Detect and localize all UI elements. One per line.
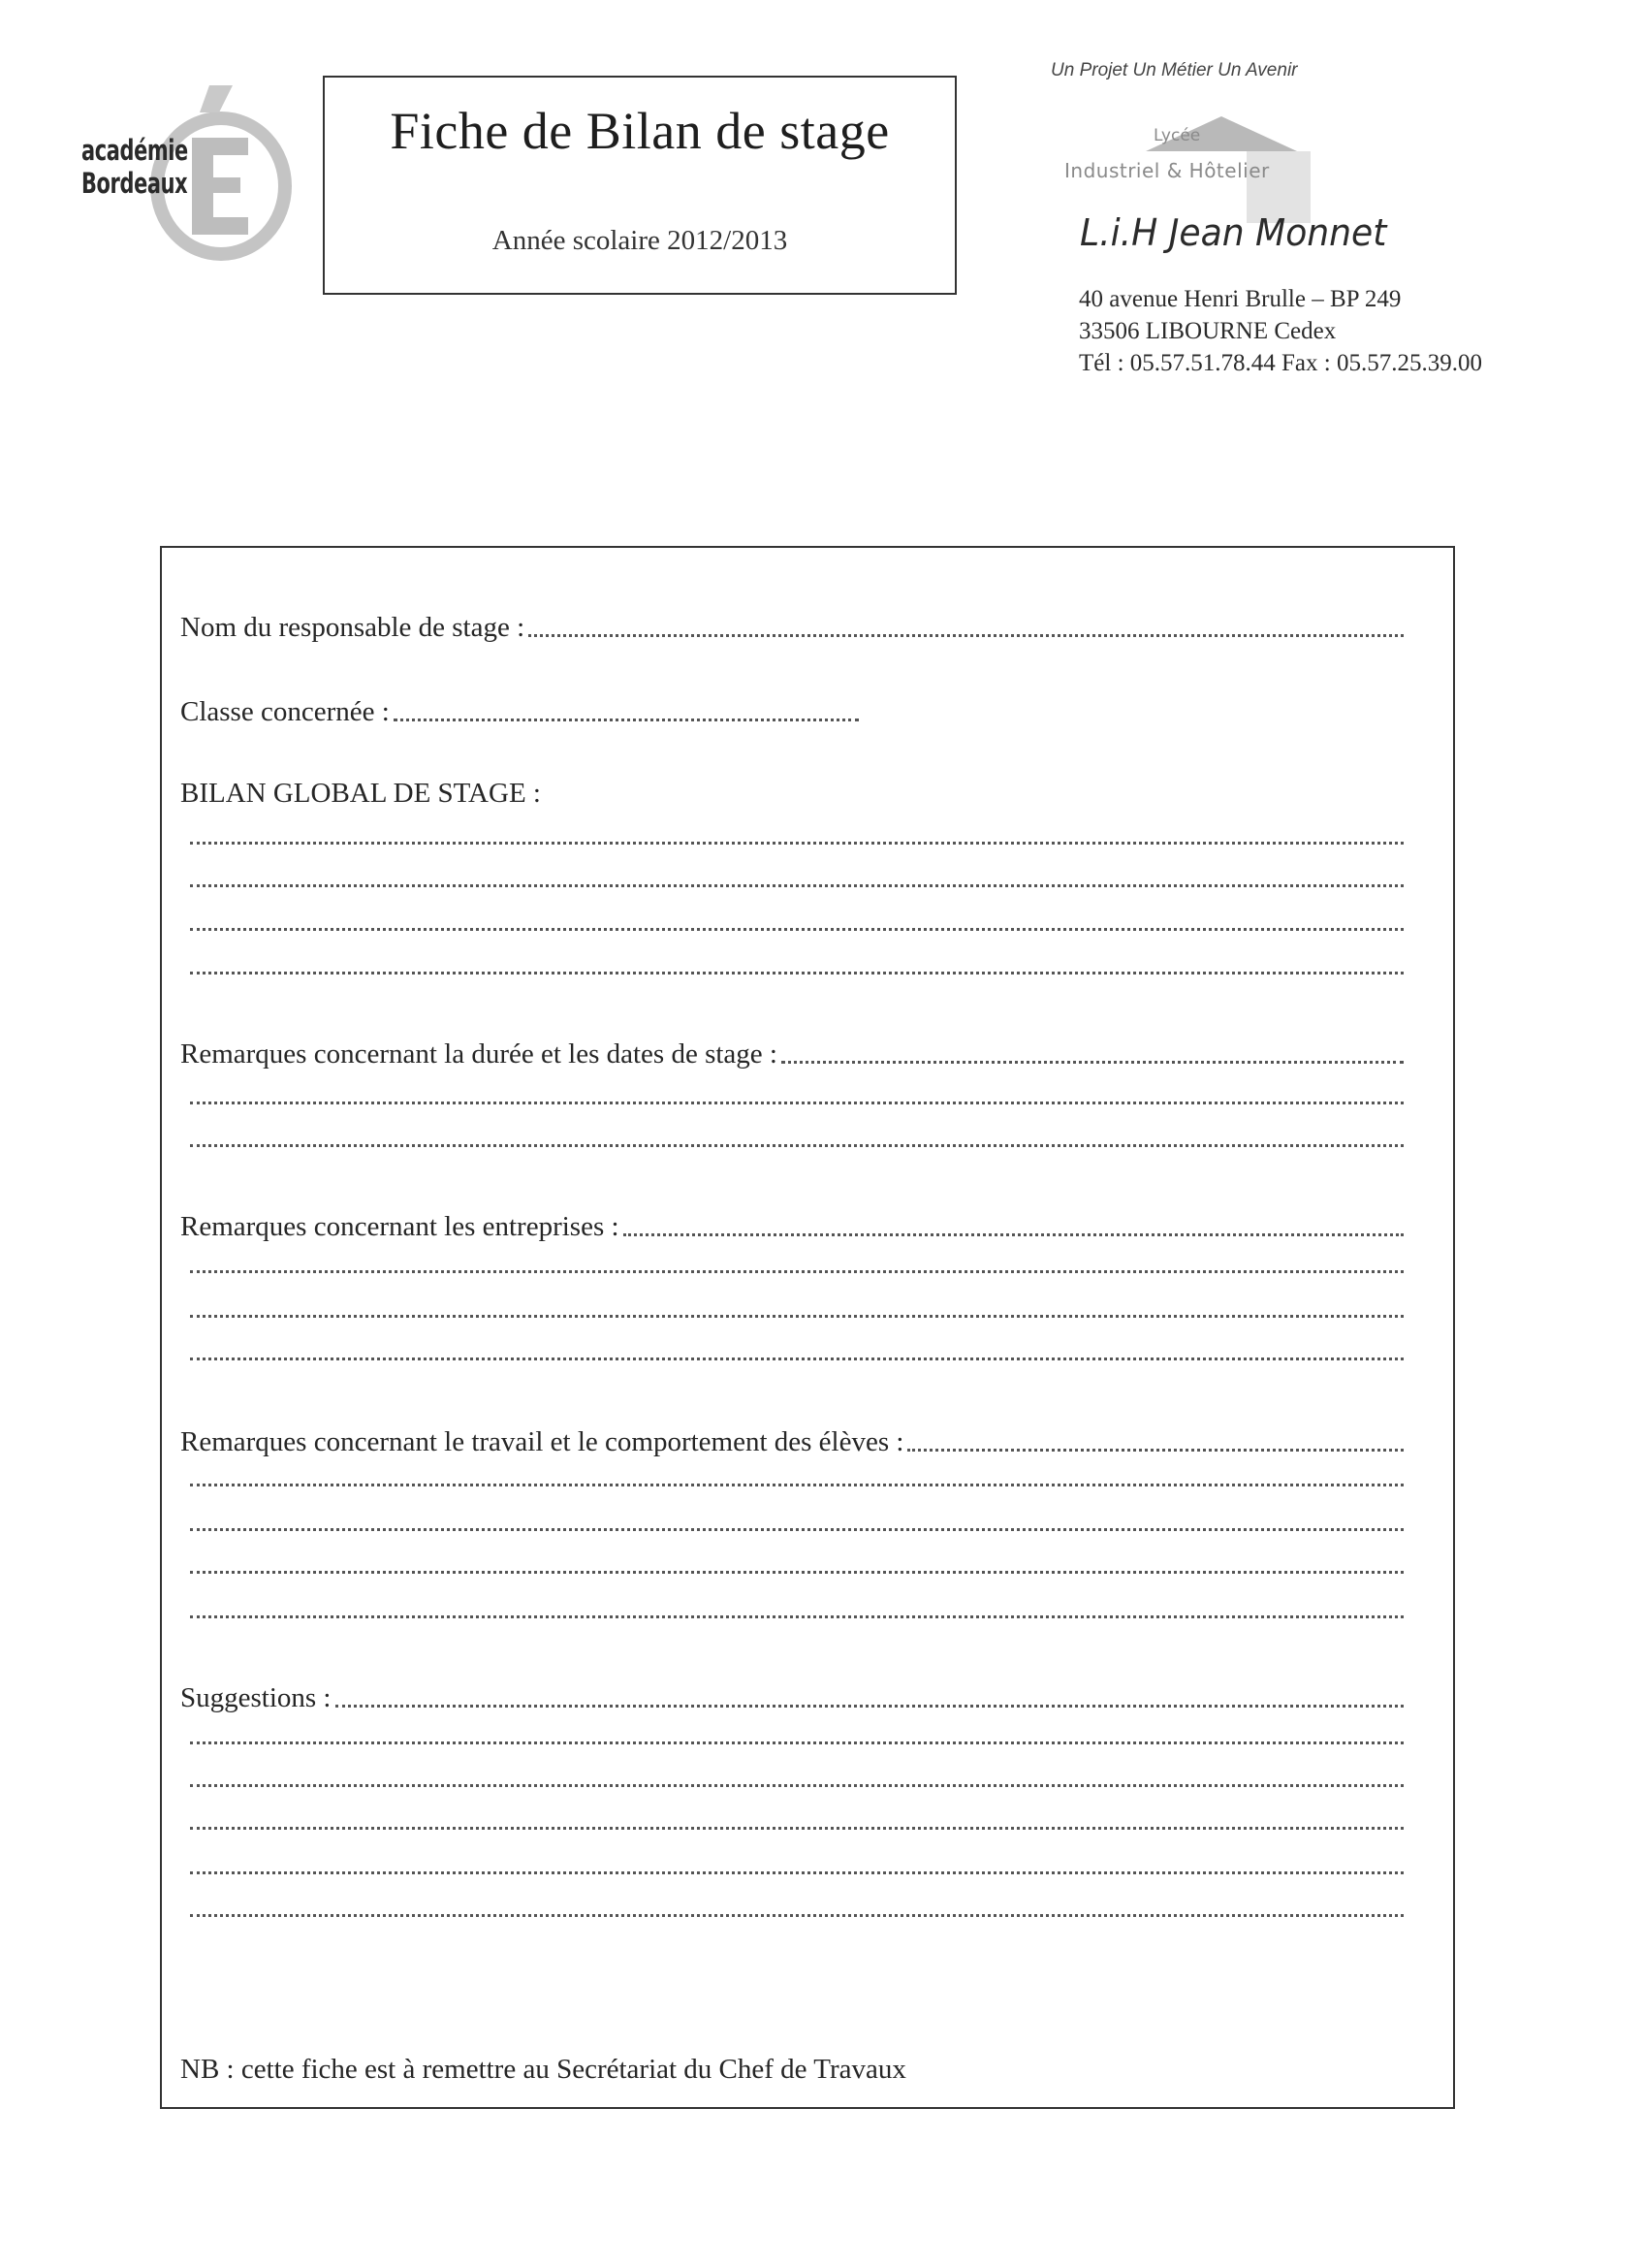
- address-line-3: Tél : 05.57.51.78.44 Fax : 05.57.25.39.00: [1079, 350, 1482, 376]
- travail-label: Remarques concernant le travail et le comportement des élèves :: [180, 1426, 904, 1457]
- address-line-2: 33506 LIBOURNE Cedex: [1079, 318, 1337, 344]
- lycee-word: Lycée: [1154, 126, 1201, 145]
- bilan-line[interactable]: [190, 972, 1404, 974]
- suggestions-dotted-line[interactable]: [335, 1705, 1405, 1708]
- academy-line-2: Bordeaux: [81, 167, 188, 200]
- entreprises-label: Remarques concernant les entreprises :: [180, 1211, 619, 1242]
- suggestions-field[interactable]: [180, 1676, 1404, 1714]
- classe-dotted-line[interactable]: [394, 719, 859, 721]
- suggestions-line[interactable]: [190, 1827, 1404, 1830]
- responsable-dotted-line[interactable]: [528, 634, 1404, 637]
- academy-line-1: académie: [81, 134, 188, 167]
- travail-field[interactable]: [180, 1420, 1404, 1458]
- academy-name: [81, 134, 188, 200]
- entreprises-line[interactable]: [190, 1315, 1404, 1318]
- classe-field[interactable]: [180, 689, 859, 728]
- travail-line[interactable]: [190, 1615, 1404, 1618]
- suggestions-label: Suggestions :: [180, 1682, 332, 1713]
- duree-dotted-line[interactable]: [781, 1061, 1404, 1064]
- nb-note: NB : cette fiche est à remettre au Secrétariat du Chef de Travaux: [180, 2054, 906, 2085]
- page-title: Fiche de Bilan de stage: [390, 102, 890, 160]
- address-line-1: 40 avenue Henri Brulle – BP 249: [1079, 286, 1402, 312]
- bilan-heading: BILAN GLOBAL DE STAGE :: [180, 778, 541, 809]
- bilan-line[interactable]: [190, 884, 1404, 887]
- duree-line[interactable]: [190, 1144, 1404, 1147]
- lycee-type: Industriel & Hôtelier: [1064, 159, 1270, 182]
- travail-dotted-line[interactable]: [907, 1449, 1404, 1452]
- duree-field[interactable]: [180, 1032, 1404, 1070]
- suggestions-line[interactable]: [190, 1914, 1404, 1917]
- responsable-field[interactable]: [180, 605, 1404, 644]
- suggestions-line[interactable]: [190, 1784, 1404, 1787]
- school-address: [1079, 283, 1482, 379]
- lycee-name: L.i.H Jean Monnet: [1080, 211, 1387, 254]
- entreprises-field[interactable]: [180, 1204, 1404, 1243]
- entreprises-line[interactable]: [190, 1270, 1404, 1273]
- classe-label: Classe concernée :: [180, 696, 390, 727]
- travail-line[interactable]: [190, 1484, 1404, 1486]
- bilan-line[interactable]: [190, 842, 1404, 845]
- lycee-logo: [1057, 116, 1386, 223]
- bilan-line[interactable]: [190, 928, 1404, 931]
- academy-logo: [78, 78, 301, 262]
- slogan: Un Projet Un Métier Un Avenir: [1051, 60, 1298, 80]
- travail-line[interactable]: [190, 1571, 1404, 1574]
- travail-line[interactable]: [190, 1528, 1404, 1531]
- suggestions-line[interactable]: [190, 1741, 1404, 1744]
- entreprises-line[interactable]: [190, 1358, 1404, 1360]
- title-box: [323, 76, 957, 295]
- entreprises-dotted-line[interactable]: [623, 1233, 1404, 1236]
- school-year: Année scolaire 2012/2013: [491, 225, 788, 256]
- responsable-label: Nom du responsable de stage :: [180, 612, 525, 643]
- suggestions-line[interactable]: [190, 1871, 1404, 1874]
- duree-line[interactable]: [190, 1102, 1404, 1104]
- duree-label: Remarques concernant la durée et les dates de stage :: [180, 1038, 777, 1070]
